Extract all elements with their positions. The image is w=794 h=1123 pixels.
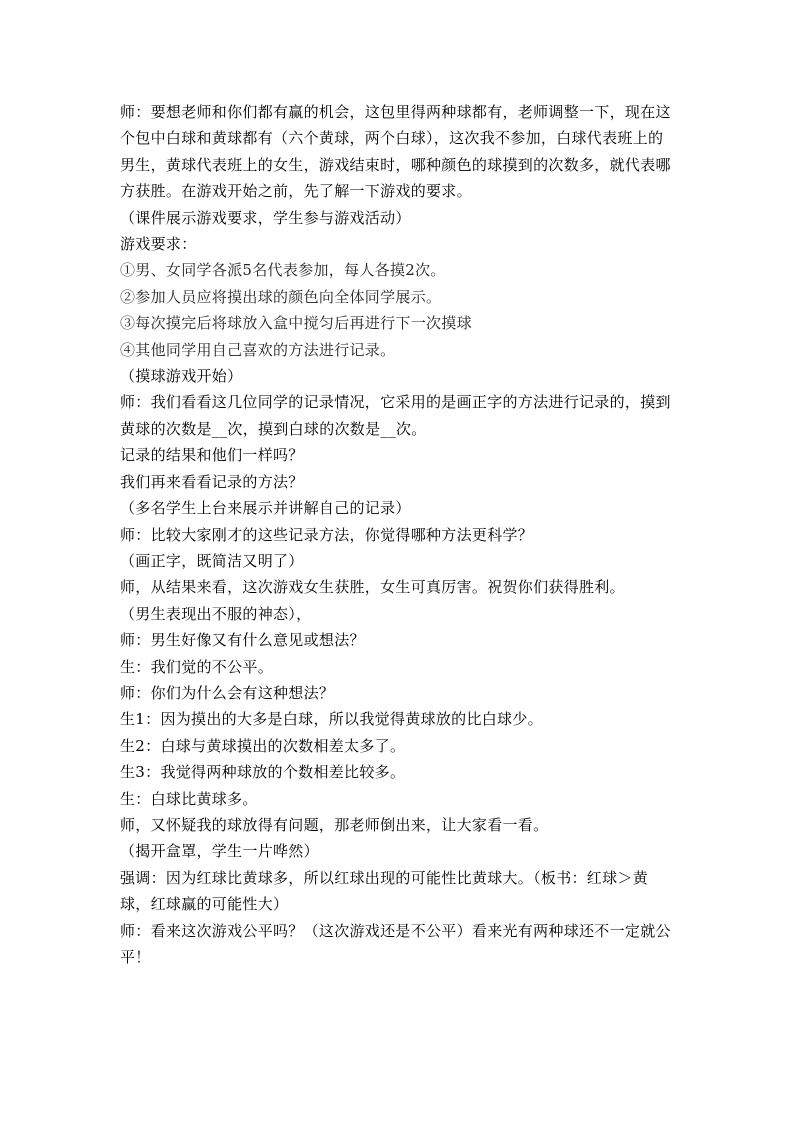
paragraph: 强调：因为红球比黄球多，所以红球出现的可能性比黄球大。（板书：红球＞黄球，红球赢的可能性大）	[120, 868, 649, 914]
paragraph: （男生表现出不服的神态），	[120, 604, 312, 623]
paragraph: 师：看来这次游戏公平吗？（这次游戏还是不公平）看来光有两种球还不一定就公平！	[120, 921, 671, 966]
paragraph: 师，又怀疑我的球放得有问题，那老师倒出来，让大家看一看。	[120, 815, 549, 834]
list-item: ①男、女同学各派5名代表参加，每人各摸2次。	[120, 261, 446, 280]
paragraph: 我们再来看看记录的方法？	[120, 472, 304, 491]
paragraph: （画正字，既简洁又明了）	[120, 551, 304, 570]
paragraph: （摸球游戏开始）	[120, 367, 243, 386]
paragraph: （课件展示游戏要求，学生参与游戏活动）	[120, 208, 411, 227]
list-item: ②参加人员应将摸出球的颜色向全体同学展示。	[120, 287, 442, 306]
paragraph: 师：你们为什么会有这种想法？	[120, 683, 335, 702]
paragraph: （多名学生上台来展示并讲解自己的记录）	[120, 499, 411, 518]
paragraph: 生3：我觉得两种球放的个数相差比较多。	[120, 763, 406, 782]
list-item: ④其他同学用自己喜欢的方法进行记录。	[120, 340, 396, 359]
paragraph: 生：白球比黄球多。	[120, 789, 258, 808]
paragraph: 师，从结果来看，这次游戏女生获胜，女生可真厉害。祝贺你们获得胜利。	[120, 578, 625, 597]
paragraph: 生：我们觉的不公平。	[120, 657, 274, 676]
paragraph: 生1：因为摸出的大多是白球，所以我觉得黄球放的比白球少。	[120, 710, 543, 729]
paragraph: （揭开盒罩，学生一片哗然）	[120, 842, 319, 861]
paragraph: 师：要想老师和你们都有赢的机会，这包里得两种球都有，老师调整一下，现在这个包中白球和黄球都有（六个黄球，两个白球），这次我不参加，白球代表班上的男生，黄球代表班上的女生，游戏结束时，哪种颜色的球摸到的次数多，就代表哪方获胜。在游戏开始之前，先了解一下游戏的要求。	[120, 103, 671, 201]
paragraph: 师：比较大家刚才的这些记录方法，你觉得哪种方法更科学？	[120, 525, 534, 544]
paragraph: 师：我们看看这几位同学的记录情况，它采用的是画正字的方法进行记录的，摸到黄球的次数是__次，摸到白球的次数是__次。	[120, 393, 671, 438]
paragraph: 师：男生好像又有什么意见或想法？	[120, 631, 365, 650]
list-item: ③每次摸完后将球放入盒中搅匀后再进行下一次摸球	[120, 314, 472, 333]
paragraph: 记录的结果和他们一样吗？	[120, 446, 304, 465]
paragraph: 生2：白球与黄球摸出的次数相差太多了。	[120, 736, 406, 755]
document-body	[120, 99, 676, 970]
paragraph: 游戏要求：	[120, 235, 197, 254]
